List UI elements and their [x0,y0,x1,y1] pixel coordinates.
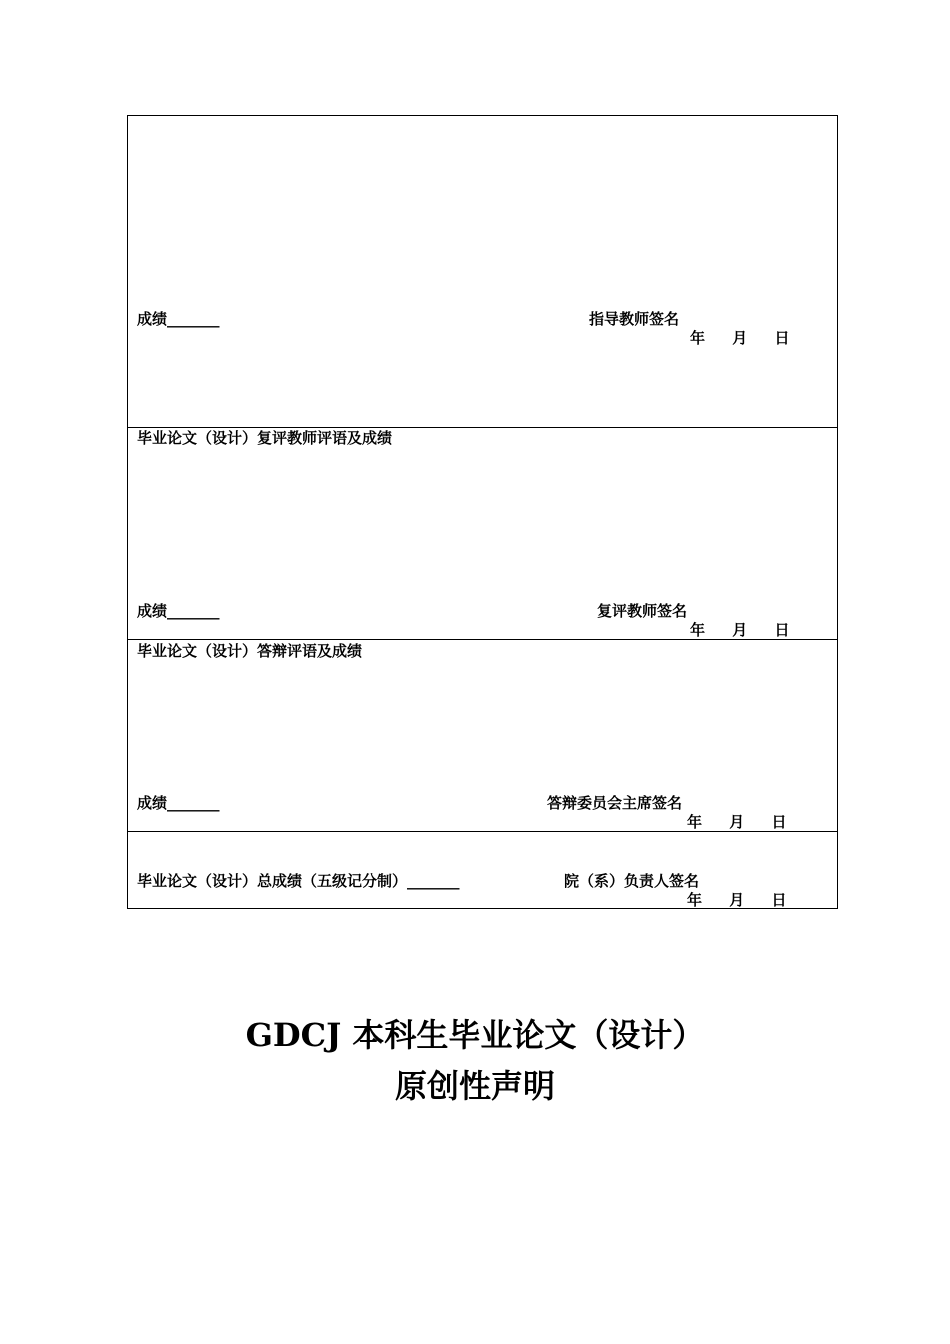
advisor-section [128,116,837,428]
defense-heading: 毕业论文（设计）答辩评语及成绩 [137,642,363,660]
reviewer-heading: 毕业论文（设计）复评教师评语及成绩 [137,429,393,447]
date-month: 月 [732,621,748,639]
declaration-title-line1: GDCJ 本科生毕业论文（设计） [245,1016,705,1054]
date-day: 日 [774,329,790,347]
reviewer-date [690,621,790,639]
date-day: 日 [774,621,790,639]
total-date [687,891,787,909]
date-year: 年 [687,813,703,831]
evaluation-form-table [127,115,838,909]
date-day: 日 [771,813,787,831]
date-month: 月 [732,329,748,347]
advisor-date [690,329,790,347]
advisor-signature-label: 指导教师签名 [589,310,680,328]
advisor-grade-label: 成绩_______ [137,310,220,328]
date-month: 月 [729,891,745,909]
date-month: 月 [729,813,745,831]
date-year: 年 [690,621,706,639]
defense-grade-label: 成绩_______ [137,794,220,812]
declaration-title-line2: 原创性声明 [394,1067,555,1105]
defense-signature-label: 答辩委员会主席签名 [547,794,683,812]
date-year: 年 [687,891,703,909]
defense-date [687,813,787,831]
reviewer-signature-label: 复评教师签名 [597,602,688,620]
date-year: 年 [690,329,706,347]
total-section [128,832,837,910]
defense-section [128,640,837,832]
reviewer-grade-label: 成绩_______ [137,602,220,620]
total-grade-label: 毕业论文（设计）总成绩（五级记分制）_______ [137,872,460,890]
reviewer-section [128,428,837,640]
date-day: 日 [771,891,787,909]
total-signature-label: 院（系）负责人签名 [564,872,700,890]
